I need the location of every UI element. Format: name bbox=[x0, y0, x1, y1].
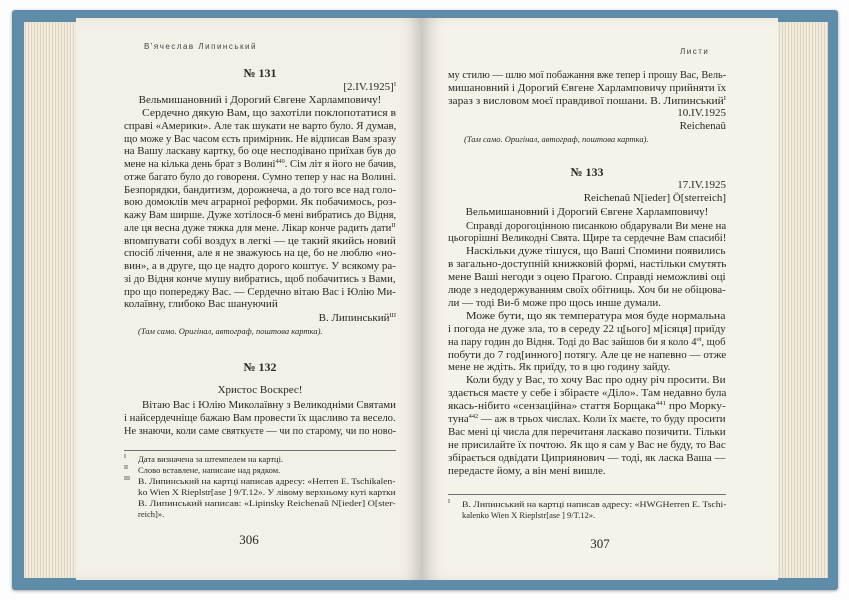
footnote-line bbox=[138, 509, 396, 520]
body-line bbox=[124, 235, 396, 248]
text: [2.IV.1925] bbox=[343, 81, 394, 93]
text: і найсердечніще бажаю Вам провести їх щасливо та весело. bbox=[124, 411, 396, 424]
body-line bbox=[448, 245, 726, 258]
body-line-text bbox=[466, 374, 726, 387]
letter-date bbox=[448, 107, 726, 120]
text: в загально-доступній книжковій формі, настільки смутять bbox=[448, 258, 727, 271]
footnote-line bbox=[462, 510, 726, 521]
body-line bbox=[448, 349, 726, 362]
text: кажу Вам ширше. Дуже хотілося-б мені вибратись до Відня, bbox=[124, 209, 397, 221]
text: Наскільки дуже тішуся, що Ваші Спомини появились bbox=[466, 245, 726, 258]
footnote-ref: 442 bbox=[468, 413, 479, 420]
body-line bbox=[124, 107, 396, 120]
text: В. Липинський bbox=[318, 312, 390, 324]
body-line bbox=[124, 158, 396, 171]
text: 17.IV.1925 bbox=[677, 179, 726, 191]
letter-number-text bbox=[243, 67, 276, 80]
body-line bbox=[448, 297, 726, 310]
body-line bbox=[448, 413, 726, 426]
text: Вельмишановний і Дорогий Євгене Харламповичу! bbox=[465, 206, 709, 218]
body-line bbox=[448, 323, 726, 336]
body-line bbox=[448, 232, 726, 245]
body-line bbox=[124, 298, 396, 311]
letter-number bbox=[124, 361, 396, 374]
body-line bbox=[448, 82, 726, 95]
body-line bbox=[448, 439, 726, 452]
body-line bbox=[124, 145, 396, 158]
signature bbox=[124, 312, 396, 325]
body-line-text bbox=[448, 82, 726, 95]
text: Безпорядки, бандитизм, дорожнеча, а до того все над голо- bbox=[124, 183, 397, 196]
text: № 133 bbox=[570, 165, 604, 179]
body-line-text bbox=[448, 258, 726, 271]
body-line bbox=[124, 260, 396, 273]
text: про що попереджу Вас. — Сердечно вітаю Вас і Юлію Ми- bbox=[124, 285, 396, 298]
body-line-text bbox=[124, 247, 396, 260]
body-line-text bbox=[448, 271, 726, 284]
text: зі до Відня конче мушу вибратись, щоб побачитись з Вами, bbox=[124, 272, 396, 285]
body-line-text bbox=[448, 336, 726, 349]
text: туна bbox=[448, 413, 469, 425]
body-line bbox=[448, 426, 726, 439]
text: В. Липинський написав: «Lipinsky Reichenaû N[ieder] O[ster- bbox=[138, 498, 396, 508]
letter-date bbox=[448, 179, 726, 192]
text: Reichenaû bbox=[679, 120, 726, 132]
body-line-text bbox=[124, 184, 396, 197]
text: Дата визначена за штемпелем на картці. bbox=[138, 454, 284, 464]
footnote-line-text bbox=[462, 499, 726, 510]
body-line-text bbox=[448, 361, 670, 374]
page-number: 306 bbox=[239, 532, 259, 547]
text: Не знаючи, коли саме святкуєте — чи по старому, чи по ново- bbox=[124, 424, 397, 437]
text: побути до 7 год[инного] потягу. Але це не напевно — отже bbox=[448, 348, 727, 361]
body-line-text bbox=[448, 452, 726, 465]
body-line-text bbox=[124, 412, 396, 425]
body-line bbox=[124, 273, 396, 286]
page-number: 307 bbox=[590, 536, 610, 551]
letter-date bbox=[124, 81, 396, 94]
body-line-text bbox=[448, 69, 726, 82]
body-line-text bbox=[448, 426, 726, 439]
body-line-text bbox=[466, 220, 726, 233]
body-line-text bbox=[448, 349, 726, 362]
text: Reichenaû N[ieder] Ö[sterreich] bbox=[583, 192, 726, 204]
body-line bbox=[448, 284, 726, 297]
text: зараз з висловом моєї правдивої пошани. В. Липинський bbox=[448, 94, 724, 107]
text: мене Ваші негоди з оцею Прагою. Справді неможливі оці bbox=[448, 271, 726, 284]
footnote-mark: I bbox=[448, 499, 450, 505]
source-note bbox=[138, 326, 396, 336]
text: вин», а в друге, що це надто дорого коштує. У всякому ра- bbox=[124, 260, 396, 272]
body-line-text bbox=[124, 209, 396, 222]
page-edges-right bbox=[772, 22, 828, 578]
text-column bbox=[448, 18, 726, 528]
footnote-divider bbox=[124, 450, 396, 451]
body-line-text bbox=[124, 235, 396, 248]
footnote-line-text bbox=[138, 454, 283, 465]
text: якась-нібито «сензаційна» стаття Борщака bbox=[448, 400, 656, 413]
body-line bbox=[124, 425, 396, 438]
body-line-text bbox=[124, 120, 396, 133]
text: ли — тоді Ви-б може про щось инше думали. bbox=[448, 296, 661, 309]
letter-number-text bbox=[243, 361, 276, 374]
text: цьогорішні Великодні Свята. Щире та сердечне Вам спасибі! bbox=[448, 232, 727, 245]
body-line-text bbox=[124, 298, 278, 311]
letter-number bbox=[124, 67, 396, 80]
footnote-line-text bbox=[138, 465, 280, 476]
text: вою домоклів меч аграрної реформи. Як побачимось, роз- bbox=[124, 196, 397, 209]
body-line bbox=[448, 400, 726, 413]
body-line bbox=[448, 310, 726, 323]
text: Вітаю Вас і Юлію Миколаївну з Великодніми Святами bbox=[142, 399, 396, 411]
body-line bbox=[124, 222, 396, 235]
body-line-text bbox=[124, 286, 396, 299]
letter-greeting bbox=[124, 384, 396, 397]
running-head: В'ячеслав Липинський bbox=[144, 42, 257, 51]
body-line bbox=[124, 120, 396, 133]
text: № 132 bbox=[243, 360, 277, 374]
body-line bbox=[448, 220, 726, 233]
body-line bbox=[448, 271, 726, 284]
body-line-text bbox=[448, 439, 726, 452]
body-line-text bbox=[124, 260, 396, 273]
body-line-text bbox=[124, 425, 396, 438]
body-line bbox=[124, 133, 396, 146]
body-line-text bbox=[448, 400, 726, 413]
page-edges-left bbox=[24, 22, 80, 578]
body-line bbox=[124, 399, 396, 412]
body-line-text bbox=[448, 323, 726, 336]
text: . Сім літ я його не бачив, bbox=[284, 158, 397, 170]
footnote-ref: I bbox=[393, 81, 396, 88]
footnote-line-text bbox=[462, 510, 595, 521]
body-line bbox=[124, 412, 396, 425]
text: Сердечно дякую Вам, що захотіли поклопотатися в bbox=[142, 107, 397, 119]
letter-number bbox=[448, 166, 726, 179]
text: ko Wien X Rieplstr[ase ] 9/T.12». У лівому верхньому куті картки bbox=[138, 487, 396, 497]
text: (Там само. Оригінал, автограф, поштова картка). bbox=[464, 134, 649, 144]
body-line bbox=[448, 465, 726, 478]
body-line-text bbox=[124, 273, 396, 286]
footnote-line bbox=[124, 454, 396, 465]
body-line-text bbox=[466, 310, 725, 323]
text: здається маєте у себе і збіраєте «Діло». Там недавно була bbox=[448, 387, 727, 400]
footnote-line-text bbox=[138, 498, 396, 509]
text: але ця весна дуже тяжка для мене. Лікар конче радить дати bbox=[124, 221, 392, 234]
body-line-text bbox=[448, 95, 726, 108]
footnote-ref: 440 bbox=[275, 158, 285, 165]
letter-greeting-text bbox=[466, 206, 709, 219]
running-head: Листи bbox=[680, 47, 710, 56]
body-line-text bbox=[142, 399, 396, 412]
footnote-mark: III bbox=[124, 476, 130, 482]
text: reich]». bbox=[138, 509, 165, 519]
letter-greeting-text bbox=[218, 384, 303, 397]
body-line bbox=[448, 452, 726, 465]
letter-place bbox=[448, 120, 726, 133]
body-line-text bbox=[448, 232, 726, 245]
body-line bbox=[124, 171, 396, 184]
text: kalenko Wien X Rieplstr[ase ] 9/T.12». bbox=[462, 510, 596, 520]
text: Коли буду у Вас, то хочу Вас про одну річ просити. Ви bbox=[466, 374, 726, 387]
body-line bbox=[448, 336, 726, 349]
footnote-ref: 441 bbox=[655, 400, 666, 408]
text: на Вашу ласкаву картку, бо оце несподівано приїхав був до bbox=[124, 145, 396, 158]
source-note-text bbox=[138, 326, 323, 336]
footnote-mark: I bbox=[124, 454, 126, 460]
footnote-ref: ої bbox=[696, 335, 702, 343]
footnote-line bbox=[138, 498, 396, 509]
body-line bbox=[124, 286, 396, 299]
text: Христос Воскрес! bbox=[217, 384, 303, 396]
text: Може бути, що як температура моя буде нормальна bbox=[466, 309, 726, 322]
body-line bbox=[448, 95, 726, 108]
body-line-text bbox=[466, 245, 726, 258]
body-line bbox=[448, 361, 726, 374]
body-line bbox=[124, 209, 396, 222]
text: Вельмишановний і Дорогий Євгене Харламповичу! bbox=[138, 94, 382, 106]
body-line-text bbox=[448, 284, 726, 297]
body-line bbox=[448, 374, 726, 387]
text: Справді дорогоцінною писанкою обдарували Ви мене на bbox=[466, 219, 727, 232]
footnote-line bbox=[138, 487, 396, 498]
text: впомпувати собі воздух в легкі — це такий якийсь новий bbox=[124, 234, 396, 247]
text: , щоб bbox=[701, 335, 726, 348]
body-line-text bbox=[124, 145, 396, 158]
right-page bbox=[422, 18, 778, 580]
source-note bbox=[464, 134, 726, 144]
body-line-text bbox=[124, 171, 396, 184]
body-line bbox=[124, 196, 396, 209]
footnote-line bbox=[124, 465, 396, 476]
text: збірається одвідати Циприянович — тоді, як ласка Ваша — bbox=[448, 451, 726, 464]
source-note-text bbox=[464, 134, 649, 144]
letter-greeting-text bbox=[139, 94, 382, 107]
letter-place-text bbox=[584, 192, 726, 205]
text: мишановний і Дорогий Євгене Харламповичу прийняти їх bbox=[448, 81, 727, 94]
footnote-ref: I bbox=[723, 94, 727, 102]
signature-text bbox=[319, 312, 396, 325]
body-line bbox=[124, 247, 396, 260]
text: В. Липинський на картці написав адресу: «Herren E. Tschikalen- bbox=[138, 476, 396, 486]
footnote-ref: III bbox=[389, 312, 396, 319]
text: люде з недодержуванням своїх обітниць. Хоч би не обіцюва- bbox=[448, 284, 726, 296]
footnote-line bbox=[124, 476, 396, 487]
letter-place-text bbox=[680, 120, 726, 133]
text: В. Липинський на картці написав адресу: «HWGHerren E. Tschi- bbox=[462, 499, 727, 509]
left-page bbox=[76, 18, 422, 580]
footnote-line-text bbox=[138, 476, 395, 487]
body-line-text bbox=[142, 107, 396, 120]
letter-date-text bbox=[677, 107, 726, 120]
letter-greeting bbox=[448, 206, 726, 219]
letter-date-text bbox=[343, 81, 396, 94]
footnote-line bbox=[448, 499, 727, 510]
body-line-text bbox=[448, 297, 661, 310]
text: про Морку- bbox=[665, 400, 726, 413]
body-line-text bbox=[448, 387, 726, 400]
text: не присилайте їх почтою. Як що я сам у Вас не буду, то Вас bbox=[448, 438, 726, 451]
footnote-ref: II bbox=[391, 221, 396, 229]
text: і погода не дуже зла, то в середу 22 ц[ього] м[ісяця] приїду bbox=[448, 322, 726, 335]
body-line-text bbox=[448, 465, 606, 478]
text: спосіб лічення, але я не зважуюсь на це, бо не люблю «но- bbox=[124, 247, 396, 260]
text: Слово вставлене, написане над рядком. bbox=[138, 465, 281, 475]
body-line bbox=[448, 387, 726, 400]
text: 10.IV.1925 bbox=[677, 107, 726, 119]
letter-number-text bbox=[570, 166, 603, 179]
text: отже багато було до говореня. Сумно тепер у нас на Волині. bbox=[124, 170, 397, 183]
body-line-text bbox=[124, 222, 396, 235]
text: справі «Америки». Але так шукати не варто було. Я думав, bbox=[124, 119, 397, 132]
text: му стилю — шлю мої побажання вже тепер і прошу Вас, Вель- bbox=[448, 69, 727, 81]
body-line bbox=[448, 69, 726, 82]
letter-date-text bbox=[677, 179, 726, 192]
body-line bbox=[124, 184, 396, 197]
letter-place bbox=[448, 192, 726, 205]
body-line-text bbox=[124, 133, 396, 146]
body-line-text bbox=[448, 413, 726, 426]
text: (Там само. Оригінал, автограф, поштова картка). bbox=[138, 326, 323, 336]
footnote-line-text bbox=[138, 509, 164, 520]
footnote-mark: II bbox=[124, 465, 128, 471]
body-line bbox=[448, 258, 726, 271]
text: що може у Вас часом єсть примірник. Не відписав Вам зразу bbox=[124, 132, 397, 145]
text-column bbox=[124, 18, 396, 528]
text: № 131 bbox=[243, 66, 277, 80]
letter-greeting bbox=[124, 94, 396, 107]
footnote-line-text bbox=[138, 487, 396, 498]
body-line-text bbox=[124, 196, 396, 209]
footnote-divider bbox=[448, 494, 726, 495]
text: мене не ждіть. Як приїду, то в цю годину зайду. bbox=[448, 361, 671, 374]
text: Вас мені ці числа для перечитаня ласкаво позичити. Тільки bbox=[448, 425, 726, 438]
body-line-text bbox=[124, 158, 396, 171]
text: на пару годин до Відня. Тоді до Вас зайшов би я коло 4 bbox=[448, 335, 697, 348]
text: передасте йому, а він мені вишле. bbox=[448, 464, 606, 477]
text: колаївну, глибоко Вас шануючий bbox=[124, 298, 278, 311]
text: мене на кілька день брат з Волині bbox=[124, 158, 276, 170]
text: — аж в трьох числах. Коли їх маєте, то буду просити bbox=[478, 413, 726, 425]
